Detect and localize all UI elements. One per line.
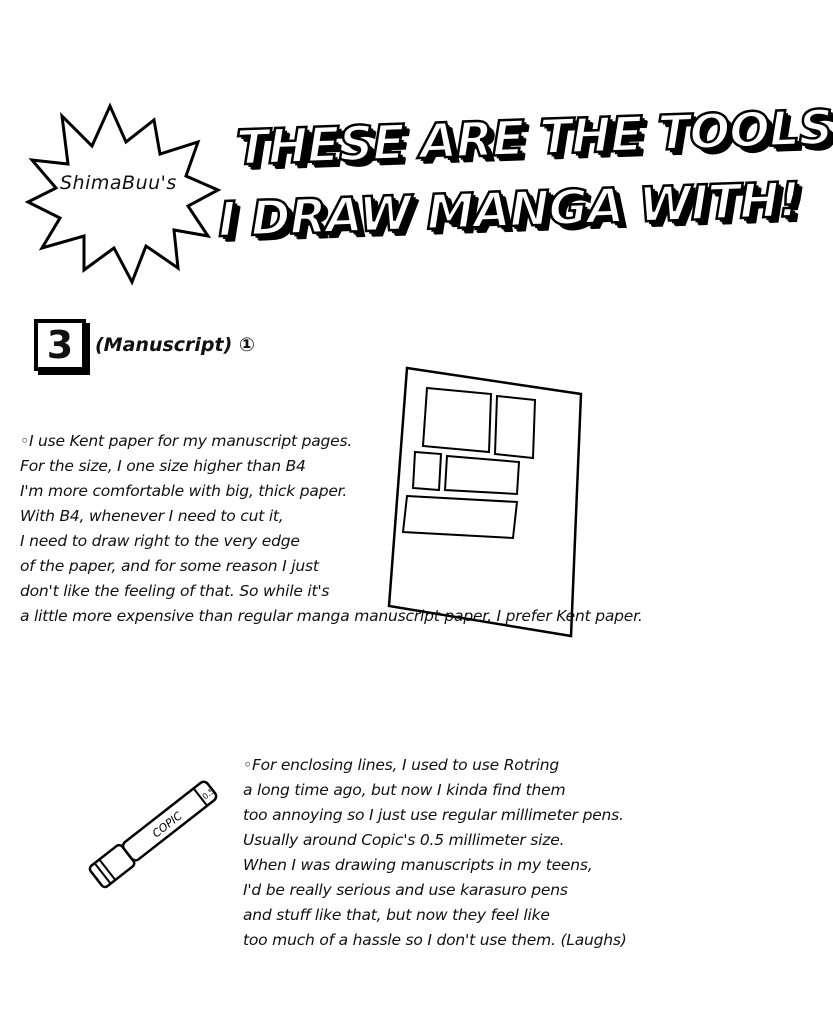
paragraph-line: For the size, I one size higher than B4 <box>20 457 306 475</box>
pen-brand-label: COPIC <box>149 809 185 841</box>
paragraph-line: of the paper, and for some reason I just <box>20 557 319 575</box>
section-label: (Manuscript) ① <box>95 334 255 356</box>
paper-paragraph <box>20 429 643 629</box>
page-title-line2: I DRAW MANGA WITH! <box>217 171 801 249</box>
paragraph-line: ◦I use Kent paper for my manuscript pages. <box>20 432 353 450</box>
author-name: ShimaBuu's <box>60 172 177 194</box>
paragraph-line: I need to draw right to the very edge <box>20 532 300 550</box>
paragraph-line: and stuff like that, but now they feel like <box>243 906 550 924</box>
paragraph-line: a little more expensive than regular manga manuscript paper, I prefer Kent paper. <box>20 607 643 625</box>
paragraph-line: Usually around Copic's 0.5 millimeter size. <box>243 831 565 849</box>
paragraph-line: I'd be really serious and use karasuro pens <box>243 881 568 899</box>
paragraph-line: don't like the feeling of that. So while it's <box>20 582 330 600</box>
page-title-line1: THESE ARE THE TOOLS <box>235 99 833 177</box>
pen-paragraph <box>243 753 627 953</box>
paragraph-line: With B4, whenever I need to cut it, <box>20 507 284 525</box>
paragraph-line: I'm more comfortable with big, thick paper. <box>20 482 348 500</box>
pen-size-label: 0.5 <box>200 786 217 802</box>
paragraph-line: a long time ago, but now I kinda find them <box>243 781 566 799</box>
copic-pen-icon <box>72 760 237 905</box>
paragraph-line: too annoying so I just use regular millimeter pens. <box>243 806 624 824</box>
paragraph-line: ◦For enclosing lines, I used to use Rotring <box>243 756 560 774</box>
section-number: 3 <box>34 319 86 371</box>
paragraph-line: When I was drawing manuscripts in my teens, <box>243 856 593 874</box>
paragraph-line: too much of a hassle so I don't use them. (Laughs) <box>243 931 627 949</box>
